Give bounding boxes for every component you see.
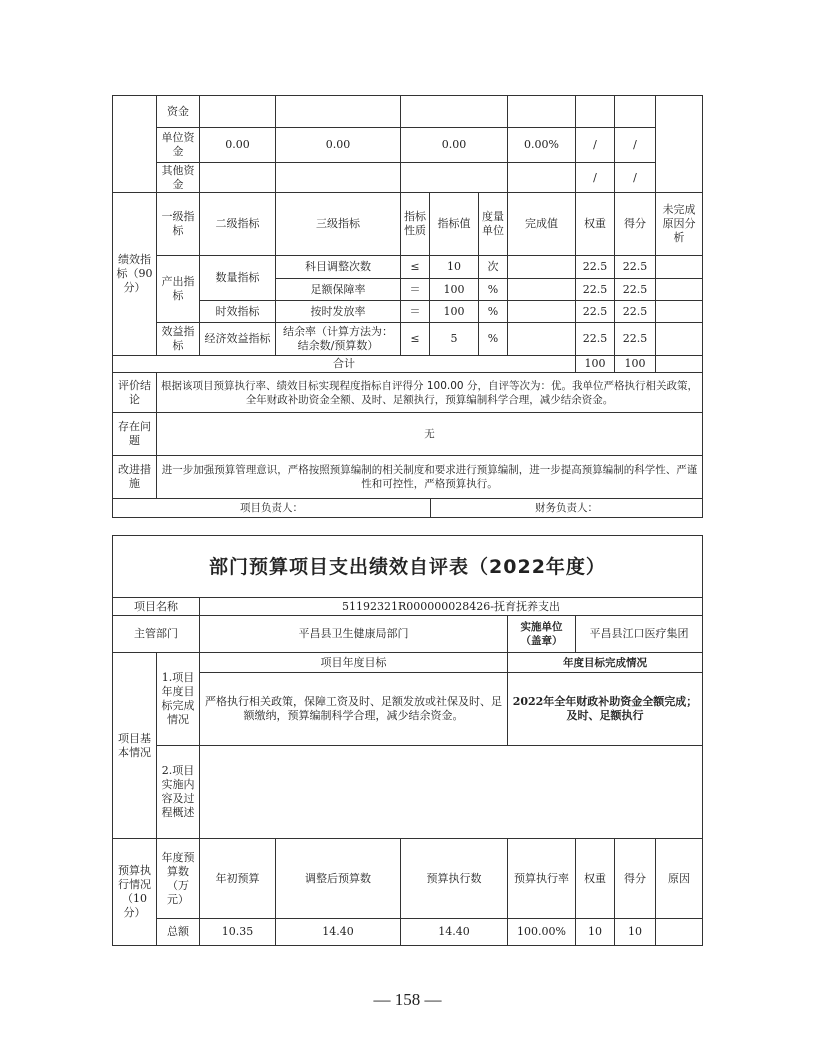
indicator-unit: % [478, 322, 508, 356]
budget-total-value [655, 918, 703, 946]
total-weight: 100 [575, 355, 615, 373]
level1-output: 产出指标 [156, 255, 200, 323]
budget-total-value: 10 [575, 918, 615, 946]
budget-total-value: 14.40 [400, 918, 508, 946]
indicator-done [507, 278, 576, 301]
budget-header: 得分 [614, 838, 656, 919]
indicator-nature: ＝ [400, 300, 430, 323]
fund-label: 资金 [156, 95, 200, 128]
completion-text: 2022年全年财政补助资金全额完成；及时、足额执行 [507, 672, 703, 746]
cell [655, 95, 703, 193]
goal-header: 项目年度目标 [199, 652, 508, 673]
cell [655, 278, 703, 301]
problems-label: 存在问题 [112, 412, 157, 456]
project-lead: 项目负责人： [112, 498, 431, 518]
indicator-nature: ＝ [400, 278, 430, 301]
indicator-indicator: 科目调整次数 [275, 255, 401, 279]
page-number: — 158 — [373, 990, 442, 1009]
header-level1: 一级指标 [156, 192, 200, 256]
cell [275, 95, 401, 128]
budget-header: 预算执行率 [507, 838, 576, 919]
content-value [199, 745, 703, 839]
unit-fund-weight: / [575, 127, 615, 163]
budget-header: 权重 [575, 838, 615, 919]
header-reason: 未完成原因分析 [655, 192, 703, 256]
cell [400, 95, 508, 128]
project-name-value: 51192321R000000028426-抚育抚养支出 [199, 597, 703, 616]
header-done: 完成值 [507, 192, 576, 256]
finance-lead: 财务负责人： [430, 498, 703, 518]
indicator-value: 100 [429, 300, 479, 323]
project-name-label: 项目名称 [112, 597, 200, 616]
unit-fund-label: 单位资金 [156, 127, 200, 163]
indicator-weight: 22.5 [575, 322, 615, 356]
cell [199, 162, 276, 193]
budget-header: 调整后预算数 [275, 838, 401, 919]
cell [655, 255, 703, 279]
dept-value: 平昌县卫生健康局部门 [199, 615, 508, 653]
budget-header: 年初预算 [199, 838, 276, 919]
cell [614, 95, 656, 128]
budget-header: 预算执行数 [400, 838, 508, 919]
indicator-score: 22.5 [614, 255, 656, 279]
completion-header: 年度目标完成情况 [507, 652, 703, 673]
indicator-weight: 22.5 [575, 300, 615, 323]
budget-total-value: 14.40 [275, 918, 401, 946]
budget-total-label: 总额 [156, 918, 200, 946]
indicator-nature: ≤ [400, 255, 430, 279]
cell [575, 95, 615, 128]
indicator-weight: 22.5 [575, 255, 615, 279]
indicator-value: 100 [429, 278, 479, 301]
conclusion-label: 评价结论 [112, 372, 157, 413]
total-score: 100 [614, 355, 656, 373]
table-title: 部门预算项目支出绩效自评表（2022年度） [112, 535, 703, 598]
level2-timeliness: 时效指标 [199, 300, 276, 323]
indicator-unit: % [478, 278, 508, 301]
indicator-unit: % [478, 300, 508, 323]
header-level2: 二级指标 [199, 192, 276, 256]
other-fund-score: / [614, 162, 656, 193]
unit-fund-initial: 0.00 [199, 127, 276, 163]
header-nature: 指标性质 [400, 192, 430, 256]
section-left-cell [112, 95, 157, 193]
indicator-weight: 22.5 [575, 278, 615, 301]
perf-indicator-label: 绩效指标（90分） [112, 192, 157, 356]
level2-quantity: 数量指标 [199, 255, 276, 301]
cell [507, 162, 576, 193]
problems-text: 无 [156, 412, 703, 456]
impl-label: 实施单位（盖章） [507, 615, 576, 653]
header-score: 得分 [614, 192, 656, 256]
indicator-score: 22.5 [614, 322, 656, 356]
indicator-score: 22.5 [614, 278, 656, 301]
budget-total-value: 10 [614, 918, 656, 946]
indicator-indicator: 按时发放率 [275, 300, 401, 323]
unit-fund-executed: 0.00 [400, 127, 508, 163]
header-unit: 度量单位 [478, 192, 508, 256]
goal-label: 1.项目年度目标完成情况 [156, 652, 200, 746]
content-label: 2.项目实施内容及过程概述 [156, 745, 200, 839]
measures-text: 进一步加强预算管理意识，严格按照预算编制的相关制度和要求进行预算编制，进一步提高预算编制的科学性、严谨性和可控性，严格预算执行。 [156, 455, 703, 499]
cell [275, 162, 401, 193]
indicator-value: 5 [429, 322, 479, 356]
other-fund-weight: / [575, 162, 615, 193]
other-fund-label: 其他资金 [156, 162, 200, 193]
cell [655, 355, 703, 373]
cell [199, 95, 276, 128]
total-label: 合计 [112, 355, 576, 373]
budget-header: 原因 [655, 838, 703, 919]
cell [507, 95, 576, 128]
indicator-value: 10 [429, 255, 479, 279]
indicator-done [507, 300, 576, 323]
budget-total-value: 10.35 [199, 918, 276, 946]
indicator-score: 22.5 [614, 300, 656, 323]
budget-label: 预算执行情况（10分） [112, 838, 157, 946]
unit-fund-score: / [614, 127, 656, 163]
cell [655, 322, 703, 356]
budget-unit-label: 年度预算数（万元） [156, 838, 200, 919]
indicator-nature: ≤ [400, 322, 430, 356]
budget-total-value: 100.00% [507, 918, 576, 946]
basic-label: 项目基本情况 [112, 652, 157, 839]
indicator-indicator: 结余率（计算方法为：结余数/预算数） [275, 322, 401, 356]
cell [655, 300, 703, 323]
goal-text: 严格执行相关政策，保障工资及时、足额发放或社保及时、足额缴纳，预算编制科学合理，减少结余资金。 [199, 672, 508, 746]
level1-benefit: 效益指标 [156, 322, 200, 356]
indicator-done [507, 322, 576, 356]
indicator-done [507, 255, 576, 279]
unit-fund-rate: 0.00% [507, 127, 576, 163]
measures-label: 改进措施 [112, 455, 157, 499]
cell [400, 162, 508, 193]
impl-value: 平昌县江口医疗集团 [575, 615, 703, 653]
indicator-indicator: 足额保障率 [275, 278, 401, 301]
indicator-unit: 次 [478, 255, 508, 279]
header-weight: 权重 [575, 192, 615, 256]
header-level3: 三级指标 [275, 192, 401, 256]
header-value: 指标值 [429, 192, 479, 256]
dept-label: 主管部门 [112, 615, 200, 653]
unit-fund-adjusted: 0.00 [275, 127, 401, 163]
level2-economic: 经济效益指标 [199, 322, 276, 356]
conclusion-text: 根据该项目预算执行率、绩效目标实现程度指标自评得分 100.00 分，自评等次为：优。我单位严格执行相关政策，全年财政补助资金全额、及时、足额执行，预算编制科学合理，减少结余资金。 [156, 372, 703, 413]
